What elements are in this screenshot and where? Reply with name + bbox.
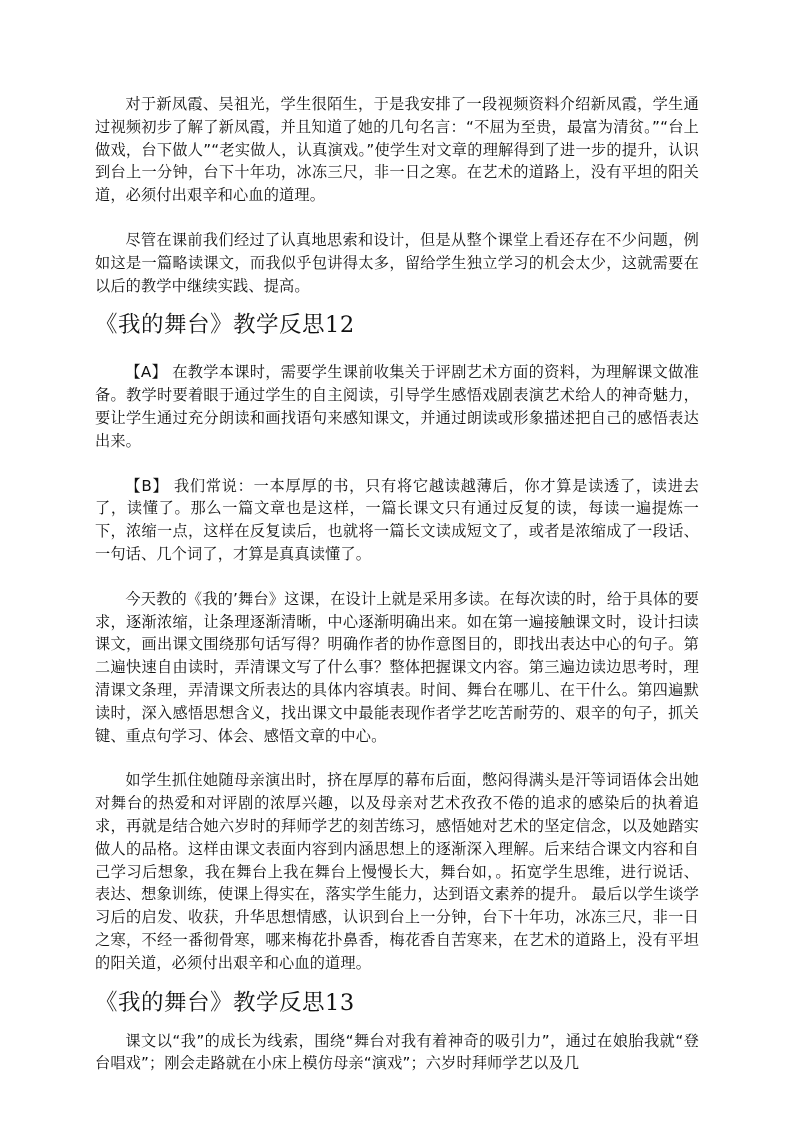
paragraph: 今天教的《我的’舞台》这课，在设计上就是采用多读。在每次读的时，给于具体的要求，逐渐浓缩，让条理逐渐清晰，中心逐渐明确出来。如在第一遍接触课文时，设计扫读课文，画出课文围绕那句话写得？明确作者的协作意图目的，即找出表达中心的句子。第二遍快速自由读时，弄清课文写了什么事？整体把握课文内容。第三遍边读边思考时，理清课文条理，弄清课文所表达的具体内容填表。时间、舞台在哪儿、在干什么。第四遍默读时，深入感悟思想含义，找出课文中最能表现作者学艺吃苦耐劳的、艰辛的句子，抓关键、重点句学习、体会、感悟文章的中心。 [95,589,699,745]
paragraph: 课文以“我”的成长为线索，围绕“舞台对我有着神奇的吸引力”，通过在娘胎我就“登台唱戏”；刚会走路就在小床上模仿母亲“演戏”；六岁时拜师学艺以及几 [95,1031,699,1073]
paragraph: 【A】 在教学本课时，需要学生课前收集关于评剧艺术方面的资料，为理解课文做准备。教学时要着眼于通过学生的自主阅读，引导学生感悟戏剧表演艺术给人的神奇魅力，要让学生通过充分朗读和画找语句来感知课文，并通过朗读或形象描述把自己的感悟表达出来。 [95,363,699,450]
paragraph: 【B】 我们常说：一本厚厚的书，只有将它越读越薄后，你才算是读透了，读进去了，读懂了。那么一篇文章也是这样，一篇长课文只有通过反复的读，每读一遍提炼一下，浓缩一点，这样在反复读后，也就将一篇长文读成短文了，或者是浓缩成了一段话、一句话、几个词了，才算是真真读懂了。 [95,476,699,563]
paragraph: 尽管在课前我们经过了认真地思索和设计，但是从整个课堂上看还存在不少问题，例如这是一篇略读课文，而我似乎包讲得太多，留给学生独立学习的机会太少，这就需要在以后的教学中继续实践、提高。 [95,230,699,295]
paragraph-gap [95,566,699,588]
paragraph-gap [95,453,699,475]
document-page [95,93,699,1075]
paragraph-gap [95,207,699,229]
paragraph: 如学生抓住她随母亲演出时，挤在厚厚的幕布后面，憋闷得满头是汗等词语体会出她对舞台的热爱和对评剧的浓厚兴趣，以及母亲对艺术孜孜不倦的追求的感染后的执着追求，再就是结合她六岁时的拜师学艺的刻苦练习，感悟她对艺术的坚定信念，以及她踏实做人的品格。这样由课文表面内容到内涵思想上的逐渐深入理解。后来结合课文内容和自己学习后想象，我在舞台上我在舞台上慢慢长大，舞台如，。拓宽学生思维，进行说话、表达、想象训练，使课上得实在，落实学生能力，达到语文素养的提升。 最后以学生谈学习后的启发、收获，升华思想情感，认识到台上一分钟，台下十年功，冰冻三尺，非一日之寒，不经一番彻骨寒，哪来梅花扑鼻香，梅花香自苦寒来，在艺术的道路上，没有平坦的阳关道，必须付出艰辛和心血的道理。 [95,771,699,972]
section-heading: 《我的舞台》教学反思12 [95,312,355,339]
section-heading: 《我的舞台》教学反思13 [95,989,355,1016]
paragraph: 对于新凤霞、吴祖光，学生很陌生，于是我安排了一段视频资料介绍新凤霞，学生通过视频初步了解了新凤霞，并且知道了她的几句名言：“不屈为至贵，最富为清贫。”“台上做戏，台下做人”“老实做人，认真演戏。”使学生对文章的理解得到了进一步的提升，认识到台上一分钟，台下十年功，冰冻三尺，非一日之寒。在艺术的道路上，没有平坦的阳关道，必须付出艰辛和心血的道理。 [95,95,699,205]
paragraph-gap [95,747,699,769]
